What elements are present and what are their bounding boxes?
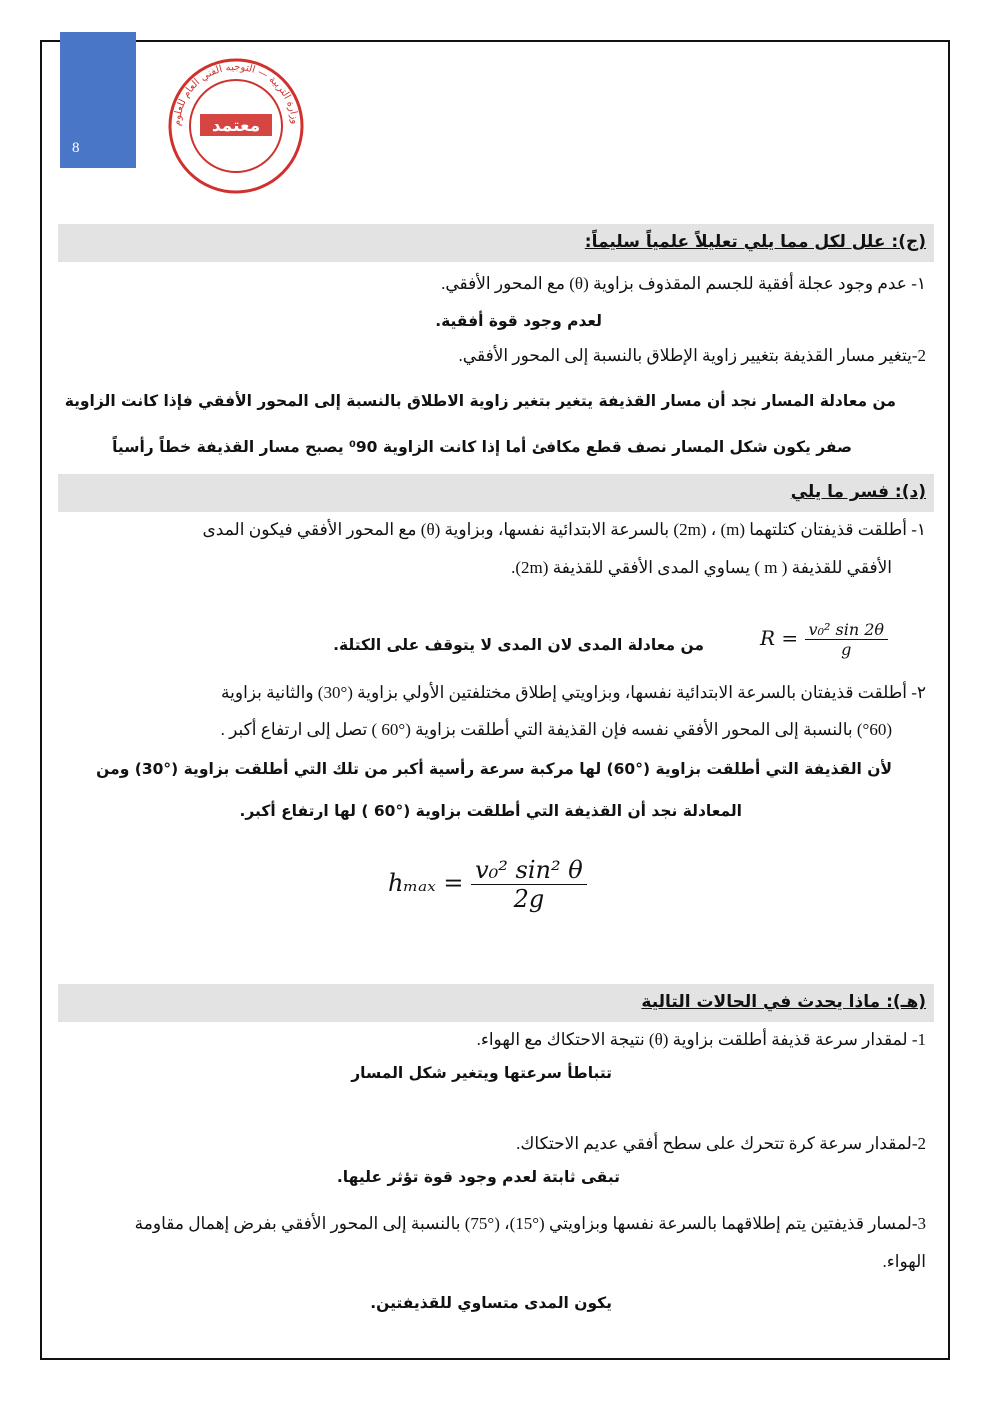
range-formula-denominator: g xyxy=(841,640,852,659)
section-c-question-1: ١- عدم وجود عجلة أفقية للجسم المقذوف بزاوية (θ) مع المحور الأفقي. xyxy=(441,274,926,293)
section-d-question-2-line-2: (°60) بالنسبة إلى المحور الأفقي نفسه فإن القذيفة التي أطلقت بزاوية (°60 ) تصل إلى ارتفاع أكبر . xyxy=(220,720,892,739)
section-c-answer-2-line-1: من معادلة المسار نجد أن مسار القذيفة يتغير بتغير زاوية الاطلاق بالنسبة إلى المحور الأفقي فإذا كانت الزاوية xyxy=(64,392,896,410)
range-formula-numerator: v₀² sin 2θ xyxy=(805,620,888,640)
range-formula-lhs: R = xyxy=(760,626,799,650)
section-c-answer-1: لعدم وجود قوة أفقية. xyxy=(435,312,602,330)
max-height-formula-denominator: 2g xyxy=(513,885,545,913)
section-d-question-1-line-2: الأفقي للقذيفة ( m ) يساوي المدى الأفقي للقذيفة (2m). xyxy=(511,558,892,577)
section-h-title: (هـ): ماذا يحدث في الحالات التالية xyxy=(641,992,926,1012)
seal-stamp-icon xyxy=(166,56,306,196)
section-c-answer-2-line-2: صفر يكون شكل المسار نصف قطع مكافئ أما إذا كانت الزاوية ⁰90 يصبح مسار القذيفة خطاً رأسياً xyxy=(112,438,852,456)
range-formula xyxy=(760,620,888,659)
section-h-answer-3: يكون المدى متساوي للقذيفتين. xyxy=(370,1294,612,1312)
section-d-answer-2-line-2: المعادلة نجد أن القذيفة التي أطلقت بزاوية (°60 ) لها ارتفاع أكبر. xyxy=(239,802,742,820)
section-h-question-3-line-1: 3-لمسار قذيفتين يتم إطلاقهما بالسرعة نفسها وبزاويتي (°15)، (°75) بالنسبة إلى المحور الأفقي بفرض إهمال مقاومة xyxy=(134,1214,926,1233)
max-height-formula-lhs: hₘₐₓ = xyxy=(388,869,464,897)
section-d-question-2-line-1: ٢- أطلقت قذيفتان بالسرعة الابتدائية نفسها، وبزاويتي إطلاق مختلفتين الأولي بزاوية (°30) والثانية بزاوية xyxy=(221,683,926,702)
section-h-answer-2: تبقى ثابتة لعدم وجود قوة تؤثر عليها. xyxy=(336,1168,620,1186)
section-c-header xyxy=(58,224,934,262)
page-number: 8 xyxy=(72,140,80,156)
section-d-title: (د): فسر ما يلي xyxy=(790,482,926,502)
stamp-ring-text: وزارة التربية — التوجيه الفني العام للعلوم xyxy=(171,61,301,127)
stamp-text: معتمد xyxy=(211,116,261,136)
section-d-answer-1: من معادلة المدى لان المدى لا يتوقف على الكتلة. xyxy=(333,636,704,654)
section-d-header xyxy=(58,474,934,512)
max-height-formula xyxy=(388,856,587,913)
max-height-formula-numerator: v₀² sin² θ xyxy=(471,856,587,885)
section-h-answer-1: تتباطأ سرعتها ويتغير شكل المسار xyxy=(351,1064,612,1082)
section-h-header xyxy=(58,984,934,1022)
section-d-question-1-line-1: ١- أطلقت قذيفتان كتلتهما (m) ، (2m) بالسرعة الابتدائية نفسها، وبزاوية (θ) مع المحور الأفقي فيكون المدى xyxy=(202,520,926,539)
section-d-answer-2-line-1: لأن القذيفة التي أطلقت بزاوية (°60) لها مركبة سرعة رأسية أكبر من تلك التي أطلقت بزاوية (°30) ومن xyxy=(96,760,892,778)
section-h-question-1: 1- لمقدار سرعة قذيفة أطلقت بزاوية (θ) نتيجة الاحتكاك مع الهواء. xyxy=(476,1030,926,1049)
section-h-question-2: 2-لمقدار سرعة كرة تتحرك على سطح أفقي عديم الاحتكاك. xyxy=(516,1134,926,1153)
section-h-question-3-line-2: الهواء. xyxy=(882,1252,926,1271)
section-c-question-2: 2-يتغير مسار القذيفة بتغيير زاوية الإطلاق بالنسبة إلى المحور الأفقي. xyxy=(458,346,926,365)
section-c-title: (ج): علل لكل مما يلي تعليلاً علمياً سليماً: xyxy=(584,232,926,252)
